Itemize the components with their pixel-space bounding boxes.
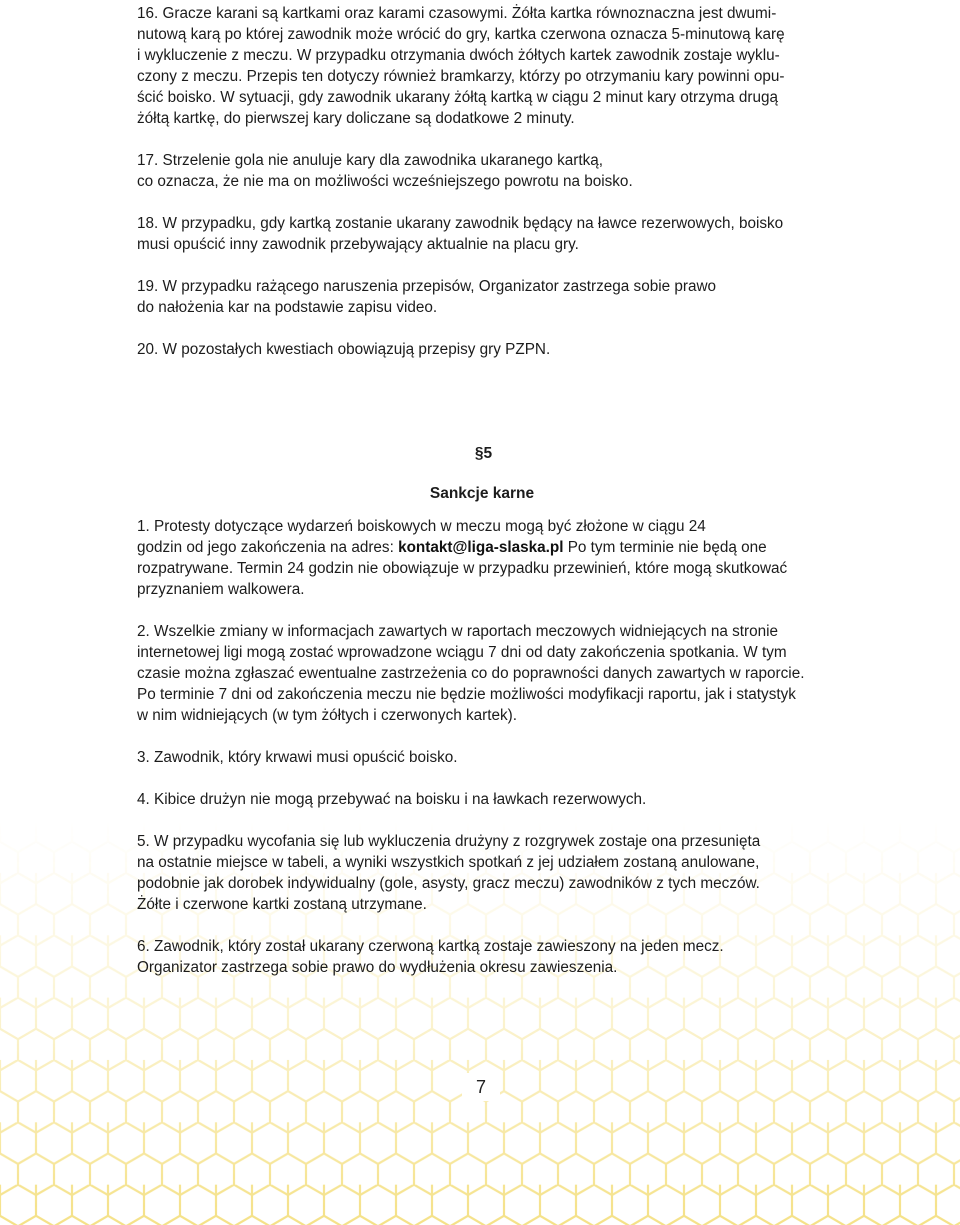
text-line: co oznacza, że nie ma on możliwości wcześniejszego powrotu na boisko. [137,173,633,190]
text-line: czasie można zgłaszać ewentualne zastrzeżenia co do poprawności danych zawartych w raporcie. [137,665,805,682]
text-line: 16. Gracze karani są kartkami oraz karami czasowymi. Żółta kartka równoznaczna jest dwumi- [137,5,777,22]
text-line: 18. W przypadku, gdy kartką zostanie ukarany zawodnik będący na ławce rezerwowych, boisko [137,215,784,232]
rule-18 [137,213,827,255]
text-line: 20. W pozostałych kwestiach obowiązują przepisy gry PZPN. [137,341,551,358]
text-line: 2. Wszelkie zmiany w informacjach zawartych w raportach meczowych widniejących na stronie [137,623,779,640]
text-line: 5. W przypadku wycofania się lub wykluczenia drużyny z rozgrywek zostaje ona przesunięta [137,833,761,850]
text-line: 19. W przypadku rażącego naruszenia przepisów, Organizator zastrzega sobie prawo [137,278,717,295]
text-line: czony z meczu. Przepis ten dotyczy również bramkarzy, którzy po otrzymaniu kary powinni opu- [137,68,785,85]
page-number: 7 [462,1073,500,1101]
text-line: rozpatrywane. Termin 24 godzin nie obowiązuje w przypadku przewinień, które mogą skutkować [137,560,788,577]
text-line: podobnie jak dorobek indywidualny (gole, asysty, gracz meczu) zawodników z tych meczów. [137,875,760,892]
rule-17 [137,150,827,192]
text-line: ścić boisko. W sytuacji, gdy zawodnik ukarany żółtą kartką w ciągu 2 minut kary otrzyma drugą [137,89,779,106]
sanction-6 [137,936,827,978]
rule-20 [137,339,827,360]
text-line: 4. Kibice drużyn nie mogą przebywać na boisku i na ławkach rezerwowych. [137,791,647,808]
sanction-2 [137,621,827,726]
sanction-3 [137,747,827,768]
text-line: na ostatnie miejsce w tabeli, a wyniki wszystkich spotkań z jej udziałem zostaną anulowane, [137,854,760,871]
text-line: 6. Zawodnik, który został ukarany czerwoną kartką zostaje zawieszony na jeden mecz. [137,938,724,955]
text-line: Żółte i czerwone kartki zostaną utrzymane. [137,896,427,913]
text-line: do nałożenia kar na podstawie zapisu video. [137,299,438,316]
text-line: 17. Strzelenie gola nie anuluje kary dla zawodnika ukaranego kartką, [137,152,603,169]
rule-16 [137,3,827,129]
document-body [137,3,827,978]
text-line: w nim widniejących (w tym żółtych i czerwonych kartek). [137,707,517,724]
text-fragment: Po tym terminie nie będą one [563,539,767,556]
text-line: musi opuścić inny zawodnik przebywający aktualnie na placu gry. [137,236,579,253]
section-number: §5 [474,445,493,462]
text-line: przyznaniem walkowera. [137,581,305,598]
text-line: internetowej ligi mogą zostać wprowadzone wciągu 7 dni od daty zakończenia spotkania. W tym [137,644,787,661]
text-line [137,537,827,558]
text-line: żółtą kartkę, do pierwszej kary doliczane są dodatkowe 2 minuty. [137,110,575,127]
sanction-5 [137,831,827,915]
text-line: i wykluczenie z meczu. W przypadku otrzymania dwóch żółtych kartek zawodnik zostaje wyklu- [137,47,780,64]
section-title: Sankcje karne [429,485,535,502]
sanction-4 [137,789,827,810]
sanction-1 [137,516,827,600]
text-line: nutową karą po której zawodnik może wrócić do gry, kartka czerwona oznacza 5-minutową karę [137,26,785,43]
contact-email: kontakt@liga-slaska.pl [398,539,564,556]
text-line: 3. Zawodnik, który krwawi musi opuścić boisko. [137,749,458,766]
text-line: Po terminie 7 dni od zakończenia meczu nie będzie możliwości modyfikacji raportu, jak i statystyk [137,686,796,703]
text-fragment: godzin od jego zakończenia na adres: [137,539,399,556]
text-line: Organizator zastrzega sobie prawo do wydłużenia okresu zawieszenia. [137,959,618,976]
text-line: 1. Protesty dotyczące wydarzeń boiskowych w meczu mogą być złożone w ciągu 24 [137,518,706,535]
rule-19 [137,276,827,318]
